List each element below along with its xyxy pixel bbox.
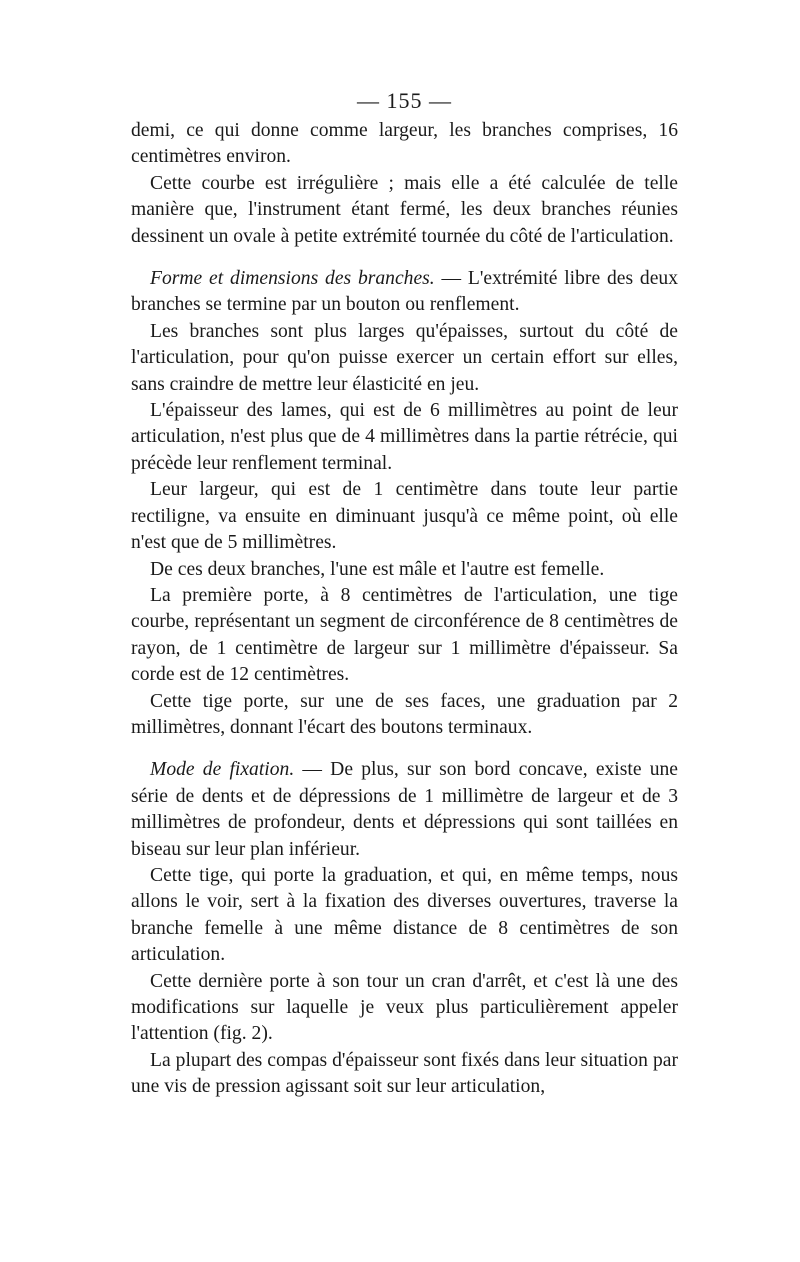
book-page bbox=[131, 86, 678, 1101]
section-title: Forme et dimensions des branches. bbox=[150, 268, 435, 290]
paragraph bbox=[131, 969, 678, 1048]
paragraph-text: De ces deux branches, l'une est mâle et l'autre est femelle. bbox=[150, 558, 605, 580]
paragraph bbox=[131, 557, 678, 583]
paragraph-text: Cette tige, qui porte la graduation, et qui, en même temps, nous allons le voir, sert à la fixation des diverses ouvertures, traverse la branche femelle à une même distance de 8 centimètres de son articulation. bbox=[131, 864, 678, 966]
paragraph bbox=[131, 171, 678, 250]
page-number: — 155 — bbox=[357, 88, 452, 113]
paragraph-text: Cette tige porte, sur une de ses faces, une graduation par 2 millimètres, donnant l'écart des boutons terminaux. bbox=[131, 690, 678, 738]
paragraph-text: La plupart des compas d'épaisseur sont fixés dans leur situation par une vis de pression agissant soit sur leur articulation, bbox=[131, 1049, 678, 1098]
paragraph bbox=[131, 477, 678, 556]
paragraph-text: La première porte, à 8 centimètres de l'articulation, une tige courbe, représentant un segment de circonférence de 8 centimètres de rayon, de 1 centimètre de largeur sur 1 millimètre d'épaisseur. Sa corde est de 12 centimètres. bbox=[131, 584, 678, 686]
paragraph-text: Leur largeur, qui est de 1 centimètre dans toute leur partie rectiligne, va ensuite en diminuant jusqu'à ce même point, où elle n'est que de 5 millimètres. bbox=[131, 479, 678, 554]
section-title: Mode de fixation. bbox=[150, 759, 295, 781]
paragraph bbox=[131, 689, 678, 742]
paragraph bbox=[131, 398, 678, 477]
paragraph-text: Les branches sont plus larges qu'épaisses, surtout du côté de l'articulation, pour qu'on puisse exercer un certain effort sur elles, sans craindre de mettre leur élasticité en jeu. bbox=[131, 320, 678, 395]
paragraph-text: Cette dernière porte à son tour un cran d'arrêt, et c'est là une des modifications sur laquelle je veux plus particulièrement appeler l'attention (fig. 2). bbox=[131, 970, 678, 1045]
paragraph-text: Cette courbe est irrégulière ; mais elle a été calculée de telle manière que, l'instrument étant fermé, les deux branches réunies dessinent un ovale à petite extrémité tournée du côté de l'articulation. bbox=[131, 172, 678, 247]
paragraph-forme-et-dimensions bbox=[131, 266, 678, 319]
paragraph-mode-de-fixation bbox=[131, 757, 678, 863]
paragraph bbox=[131, 583, 678, 689]
paragraph bbox=[131, 319, 678, 398]
paragraph-text: — L'extrémité libre des deux branches se termine par un bouton ou renflement. bbox=[131, 268, 678, 316]
paragraph-text: demi, ce qui donne comme largeur, les branches comprises, 16 centimètres environ. bbox=[131, 120, 678, 168]
paragraph-text: — De plus, sur son bord concave, existe une série de dents et de dépressions de 1 millimètre de largeur et de 3 millimètres de profondeur, dents et dépressions qui sont taillées en biseau sur leur plan inférieur. bbox=[131, 759, 678, 860]
paragraph-continuation bbox=[131, 118, 678, 171]
paragraph bbox=[131, 1048, 678, 1101]
paragraph-text: L'épaisseur des lames, qui est de 6 millimètres au point de leur articulation, n'est plus que de 4 millimètres dans la partie rétrécie, qui précède leur renflement terminal. bbox=[131, 400, 678, 474]
paragraph bbox=[131, 863, 678, 969]
